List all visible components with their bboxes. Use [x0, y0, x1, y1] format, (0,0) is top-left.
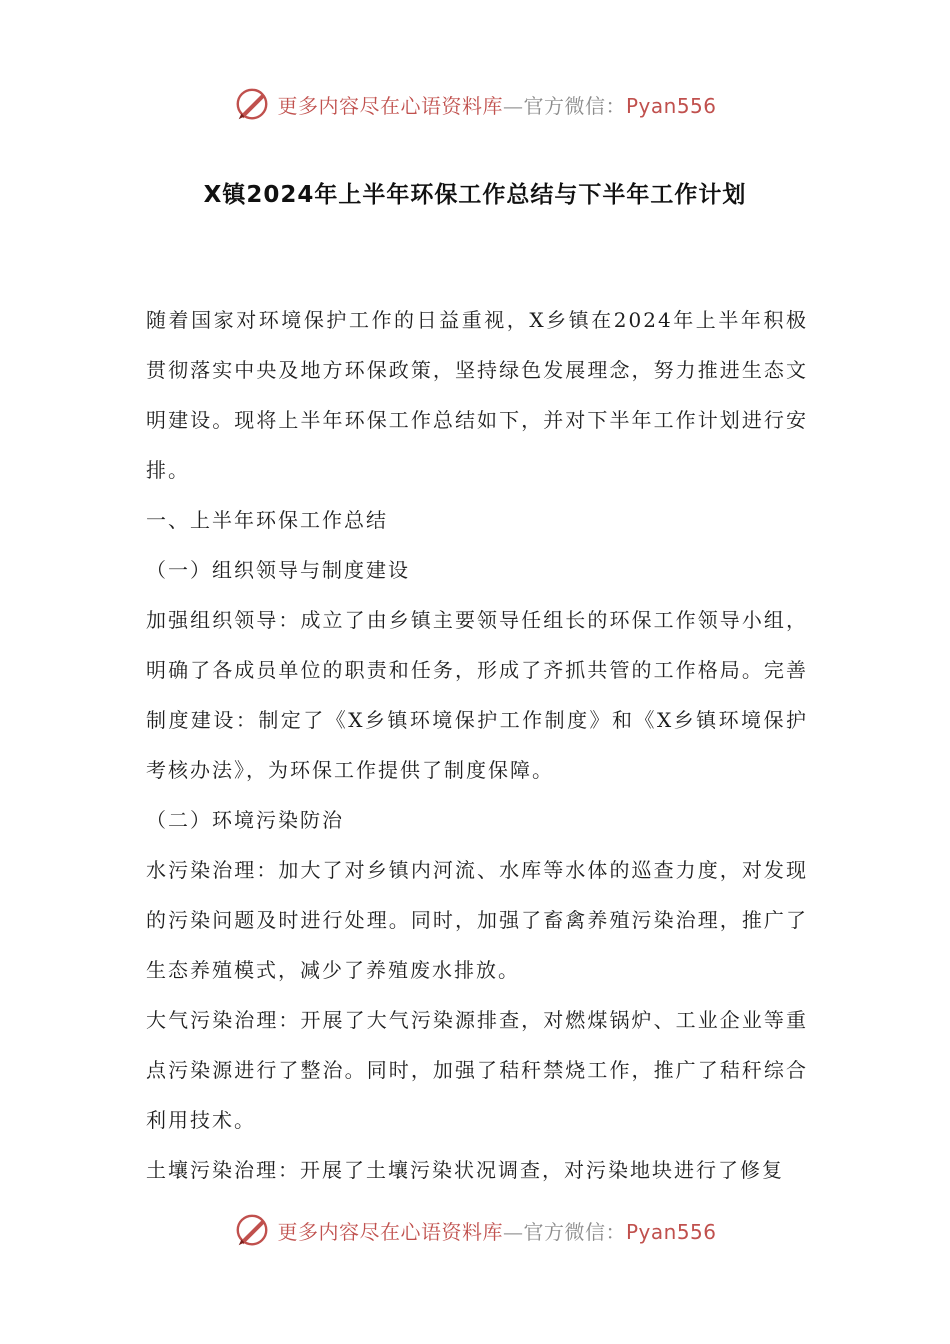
heading-section-1: 一、上半年环保工作总结	[146, 508, 388, 532]
watermark-banner-bottom	[0, 1210, 950, 1250]
paragraph-soil: 土壤污染治理：开展了土壤污染状况调查，对污染地块进行了修复	[146, 1158, 784, 1182]
watermark-text	[277, 1216, 716, 1245]
watermark-main: 更多内容尽在心语资料库	[277, 1219, 503, 1244]
watermark-banner-top	[0, 84, 950, 124]
paragraph-water: 水污染治理：加大了对乡镇内河流、水库等水体的巡查力度，对发现的污染问题及时进行处理。同时，加强了畜禽养殖污染治理，推广了生态养殖模式，减少了养殖废水排放。	[146, 858, 808, 982]
watermark-main: 更多内容尽在心语资料库	[277, 93, 503, 118]
paragraph-air: 大气污染治理：开展了大气污染源排查，对燃煤锅炉、工业企业等重点污染源进行了整治。同时，加强了秸秆禁烧工作，推广了秸秆综合利用技术。	[146, 1008, 808, 1132]
watermark-text	[277, 90, 716, 119]
document-title: X镇2024年上半年环保工作总结与下半年工作计划	[203, 182, 747, 208]
watermark-wechat-id: Pyan556	[625, 1219, 717, 1244]
pen-logo-icon	[233, 85, 271, 123]
document-body	[146, 295, 808, 1195]
watermark-dash: —	[502, 1219, 524, 1244]
watermark-wechat-label: 官方微信：	[523, 93, 626, 118]
pen-logo-icon	[233, 1211, 271, 1249]
subheading-2: （二）环境污染防治	[146, 808, 344, 832]
watermark-wechat-id: Pyan556	[625, 93, 717, 118]
paragraph-intro: 随着国家对环境保护工作的日益重视，X乡镇在2024年上半年积极贯彻落实中央及地方环保政策，坚持绿色发展理念，努力推进生态文明建设。现将上半年环保工作总结如下，并对下半年工作计划进行安排。	[146, 308, 808, 482]
paragraph-organization: 加强组织领导：成立了由乡镇主要领导任组长的环保工作领导小组，明确了各成员单位的职责和任务，形成了齐抓共管的工作格局。完善制度建设：制定了《X乡镇环境保护工作制度》和《X乡镇环境保护考核办法》，为环保工作提供了制度保障。	[146, 608, 808, 782]
watermark-wechat-label: 官方微信：	[523, 1219, 626, 1244]
subheading-1: （一）组织领导与制度建设	[146, 558, 410, 582]
watermark-dash: —	[502, 93, 524, 118]
